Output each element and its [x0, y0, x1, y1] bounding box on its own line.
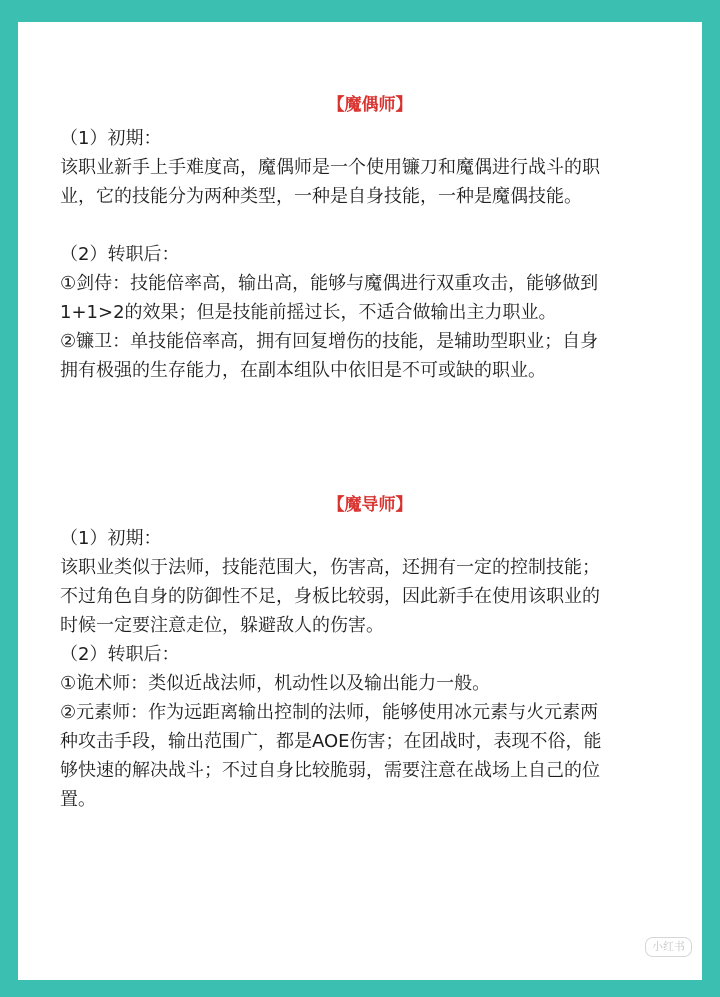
- text-line: 拥有极强的生存能力，在副本组队中依旧是不可或缺的职业。: [60, 360, 546, 381]
- text-line: 够快速的解决战斗；不过自身比较脆弱，需要注意在战场上自己的位: [60, 760, 600, 781]
- text-line: 置。: [60, 789, 96, 810]
- text-line: 该职业新手上手难度高，魔偶师是一个使用镰刀和魔偶进行战斗的职: [60, 157, 600, 178]
- text-line: （1）初期：: [60, 528, 162, 549]
- watermark-logo: 小红书: [645, 937, 692, 957]
- text-line: 不过角色自身的防御性不足，身板比较弱，因此新手在使用该职业的: [60, 586, 600, 607]
- text-line: （2）转职后：: [60, 644, 180, 665]
- text-line: ①诡术师：类似近战法师，机动性以及输出能力一般。: [60, 673, 491, 694]
- section-title: 【魔导师】: [327, 495, 413, 515]
- content-card: [18, 22, 702, 980]
- section-title: 【魔偶师】: [327, 95, 413, 115]
- text-line: （1）初期：: [60, 128, 162, 149]
- text-line: 该职业类似于法师，技能范围大，伤害高，还拥有一定的控制技能；: [60, 557, 600, 578]
- text-line: ②元素师：作为远距离输出控制的法师，能够使用冰元素与火元素两: [60, 702, 599, 723]
- blank-line: [60, 211, 680, 240]
- text-line: 种攻击手段，输出范围广，都是AOE伤害；在团战时，表现不俗，能: [60, 731, 602, 752]
- section-modaoshi: [60, 492, 680, 814]
- text-line: （2）转职后：: [60, 244, 180, 265]
- section-mouhshi: [60, 92, 680, 385]
- watermark-id: 小红书号：8941955512: [544, 961, 692, 976]
- text-line: 业，它的技能分为两种类型，一种是自身技能，一种是魔偶技能。: [60, 186, 582, 207]
- text-line: 1+1>2的效果；但是技能前摇过长，不适合做输出主力职业。: [60, 302, 557, 323]
- text-line: ②镰卫：单技能倍率高，拥有回复增伤的技能，是辅助型职业；自身: [60, 331, 599, 352]
- text-line: 时候一定要注意走位，躲避敌人的伤害。: [60, 615, 384, 636]
- text-line: ①剑侍：技能倍率高，输出高，能够与魔偶进行双重攻击，能够做到: [60, 273, 599, 294]
- watermark: [544, 937, 692, 977]
